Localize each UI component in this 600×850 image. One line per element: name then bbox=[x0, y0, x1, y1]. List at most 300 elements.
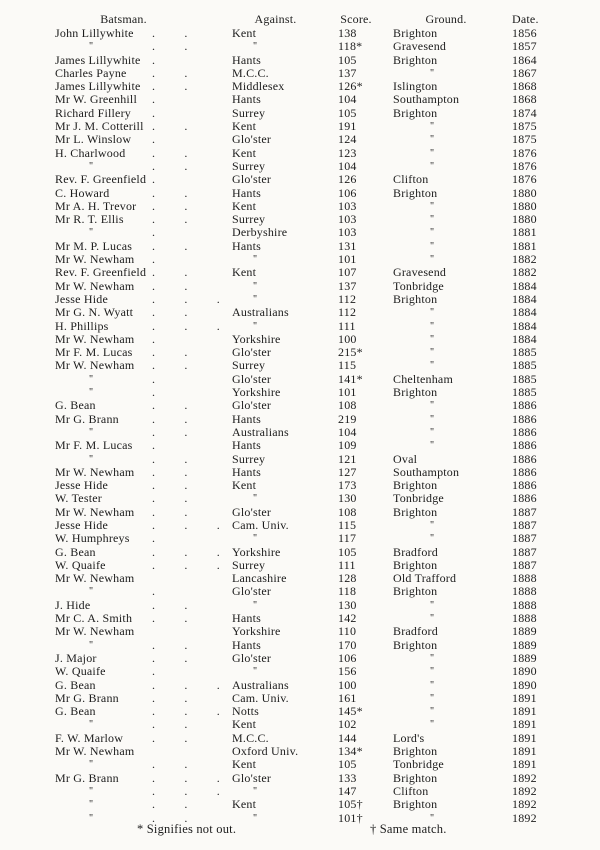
date-cell: 1867 bbox=[512, 65, 537, 80]
batsman-cell: W. Quaife bbox=[55, 664, 106, 679]
date-cell: 1888 bbox=[512, 571, 537, 586]
table-row bbox=[0, 413, 600, 426]
ground-cell: Clifton bbox=[393, 783, 429, 798]
table-row bbox=[0, 652, 600, 665]
ground-cell: " bbox=[430, 160, 436, 172]
leader-dots: . . bbox=[152, 278, 188, 293]
ground-cell: Gravesend bbox=[393, 39, 447, 54]
batsman-cell: Jesse Hide bbox=[55, 478, 108, 493]
date-cell: 1876 bbox=[512, 158, 537, 173]
date-cell: 1892 bbox=[512, 797, 537, 812]
table-row bbox=[0, 679, 600, 692]
table-row bbox=[0, 187, 600, 200]
ground-cell: Gravesend bbox=[393, 265, 447, 280]
leader-dots: . bbox=[152, 664, 156, 679]
against-cell: Cam. Univ. bbox=[232, 517, 289, 532]
table-row bbox=[0, 599, 600, 612]
score-cell: 112 bbox=[338, 305, 357, 320]
batsman-cell: James Lillywhite bbox=[55, 52, 141, 67]
table-row bbox=[0, 612, 600, 625]
ground-cell: Clifton bbox=[393, 172, 429, 187]
ground-cell: Oval bbox=[393, 451, 418, 466]
leader-dots: . . bbox=[152, 26, 188, 40]
ground-cell: " bbox=[430, 227, 436, 239]
score-cell: 126* bbox=[338, 79, 363, 94]
score-cell: 142 bbox=[338, 611, 357, 626]
table-row bbox=[0, 306, 600, 319]
header-ground-label: Ground. bbox=[425, 12, 467, 26]
batsman-cell: Mr G. Brann bbox=[55, 690, 119, 705]
ground-cell: " bbox=[430, 413, 436, 425]
leader-dots: . bbox=[152, 252, 156, 267]
leader-dots: . . . bbox=[152, 557, 220, 572]
leader-dots: . . bbox=[152, 424, 188, 439]
leader-dots: . bbox=[152, 92, 156, 107]
ground-cell: Brighton bbox=[393, 637, 438, 652]
footnote-not-out: * Signifies not out. bbox=[137, 822, 237, 836]
date-cell: 1886 bbox=[512, 464, 537, 479]
header-against-label: Against. bbox=[254, 12, 297, 26]
table-row bbox=[0, 293, 600, 306]
ground-cell: " bbox=[430, 147, 436, 159]
table-row bbox=[0, 320, 600, 333]
leader-dots: . . bbox=[152, 345, 188, 360]
leader-dots: . bbox=[152, 584, 156, 599]
batsman-cell: Jesse Hide bbox=[55, 517, 108, 532]
ground-cell: " bbox=[430, 240, 436, 252]
leader-dots: . . bbox=[152, 65, 188, 80]
against-cell: " bbox=[253, 812, 259, 824]
table-row bbox=[0, 572, 600, 585]
date-cell: 1891 bbox=[512, 730, 537, 745]
ground-cell: " bbox=[430, 67, 436, 79]
score-cell: 141* bbox=[338, 371, 363, 386]
date-cell: 1885 bbox=[512, 385, 537, 400]
leader-dots: . . bbox=[152, 158, 188, 173]
date-cell: 1887 bbox=[512, 504, 537, 519]
ground-cell: " bbox=[430, 652, 436, 664]
date-cell: 1876 bbox=[512, 145, 537, 160]
score-cell: 100 bbox=[338, 331, 357, 346]
batsman-cell: Mr F. M. Lucas bbox=[55, 345, 133, 360]
leader-dots: . . . bbox=[152, 704, 220, 719]
against-cell: Lancashire bbox=[232, 571, 287, 586]
date-cell: 1857 bbox=[512, 39, 537, 54]
date-cell: 1864 bbox=[512, 52, 537, 67]
table-row bbox=[0, 266, 600, 279]
ground-cell: Brighton bbox=[393, 291, 438, 306]
leader-dots: . . . bbox=[152, 770, 220, 785]
footnote-same-match: † Same match. bbox=[370, 822, 447, 836]
table-row bbox=[0, 718, 600, 731]
batsman-cell: " bbox=[89, 812, 95, 824]
against-cell: Derbyshire bbox=[232, 225, 288, 240]
date-cell: 1885 bbox=[512, 345, 537, 360]
score-cell: 110 bbox=[338, 624, 357, 639]
ground-cell: Tonbridge bbox=[393, 757, 444, 772]
against-cell: Glo'ster bbox=[232, 345, 272, 360]
against-cell: Glo'ster bbox=[232, 371, 272, 386]
against-cell: Hants bbox=[232, 411, 261, 426]
table-row bbox=[0, 785, 600, 798]
batsman-cell: " bbox=[89, 387, 95, 399]
ground-cell: Brighton bbox=[393, 26, 438, 40]
against-cell: Hants bbox=[232, 185, 261, 200]
batsman-cell: Mr G. Brann bbox=[55, 770, 119, 785]
table-row bbox=[0, 54, 600, 67]
against-cell: Kent bbox=[232, 797, 257, 812]
against-cell: Kent bbox=[232, 478, 257, 493]
table-row bbox=[0, 173, 600, 186]
leader-dots: . . bbox=[152, 650, 188, 665]
date-cell: 1875 bbox=[512, 132, 537, 147]
score-cell: 124 bbox=[338, 132, 357, 147]
table-row bbox=[0, 359, 600, 372]
ground-cell: Brighton bbox=[393, 185, 438, 200]
ground-cell: " bbox=[430, 333, 436, 345]
against-cell: Yorkshire bbox=[232, 544, 281, 559]
score-cell: 118 bbox=[338, 584, 357, 599]
against-cell: Glo'ster bbox=[232, 770, 272, 785]
leader-dots bbox=[150, 745, 232, 758]
date-cell: 1891 bbox=[512, 690, 537, 705]
against-cell: Glo'ster bbox=[232, 650, 272, 665]
batsman-cell: " bbox=[89, 426, 95, 438]
score-cell: 144 bbox=[338, 730, 357, 745]
ground-cell: Southampton bbox=[393, 92, 460, 107]
ground-cell: " bbox=[430, 519, 436, 531]
against-cell: Oxford Univ. bbox=[232, 744, 299, 759]
batsman-cell: James Lillywhite bbox=[55, 79, 141, 94]
date-cell: 1888 bbox=[512, 611, 537, 626]
ground-cell: " bbox=[430, 400, 436, 412]
ground-cell: Brighton bbox=[393, 770, 438, 785]
table-row bbox=[0, 546, 600, 559]
ground-cell: Brighton bbox=[393, 478, 438, 493]
date-cell: 1890 bbox=[512, 664, 537, 679]
against-cell: " bbox=[253, 493, 259, 505]
ground-cell: Brighton bbox=[393, 557, 438, 572]
table-row bbox=[0, 519, 600, 532]
batsman-cell: Mr W. Newham bbox=[55, 624, 135, 639]
leader-dots: . bbox=[152, 105, 156, 120]
date-cell: 1892 bbox=[512, 783, 537, 798]
batsman-cell: Rev. F. Greenfield bbox=[55, 265, 147, 280]
batsman-cell: " bbox=[89, 639, 95, 651]
score-cell: 105 bbox=[338, 757, 357, 772]
leader-dots: . . . bbox=[152, 677, 220, 692]
date-cell: 1868 bbox=[512, 92, 537, 107]
score-cell: 145* bbox=[338, 704, 363, 719]
ground-cell: Brighton bbox=[393, 744, 438, 759]
ground-cell: " bbox=[430, 613, 436, 625]
date-cell: 1885 bbox=[512, 371, 537, 386]
header-batsman-label: Batsman. bbox=[100, 12, 147, 26]
date-cell: 1876 bbox=[512, 172, 537, 187]
against-cell: " bbox=[253, 533, 259, 545]
date-cell: 1891 bbox=[512, 744, 537, 759]
against-cell: " bbox=[253, 666, 259, 678]
table-row bbox=[0, 466, 600, 479]
ground-cell: " bbox=[430, 426, 436, 438]
score-cell: 131 bbox=[338, 238, 357, 253]
batsman-cell: Mr W. Newham bbox=[55, 464, 135, 479]
batsman-cell: F. W. Marlow bbox=[55, 730, 124, 745]
score-cell: 101 bbox=[338, 385, 357, 400]
leader-dots: . . bbox=[152, 478, 188, 493]
date-cell: 1884 bbox=[512, 305, 537, 320]
leader-dots: . . . bbox=[152, 291, 220, 306]
ground-cell: " bbox=[430, 347, 436, 359]
batsman-cell: Mr W. Greenhill bbox=[55, 92, 137, 107]
batsman-cell: " bbox=[89, 160, 95, 172]
against-cell: Kent bbox=[232, 757, 257, 772]
table-row bbox=[0, 798, 600, 811]
score-cell: 127 bbox=[338, 464, 357, 479]
batsman-cell: G. Bean bbox=[55, 544, 96, 559]
date-cell: 1892 bbox=[512, 810, 537, 825]
header-score-label: Score. bbox=[340, 12, 372, 26]
date-cell: 1868 bbox=[512, 79, 537, 94]
ground-cell: Brighton bbox=[393, 385, 438, 400]
score-cell: 115 bbox=[338, 517, 357, 532]
batsman-cell: Mr R. T. Ellis bbox=[55, 212, 124, 227]
table-row bbox=[0, 692, 600, 705]
score-cell: 106 bbox=[338, 650, 357, 665]
ground-cell: Brighton bbox=[393, 52, 438, 67]
leader-dots: . . bbox=[152, 305, 188, 320]
against-cell: Australians bbox=[232, 424, 289, 439]
date-cell: 1880 bbox=[512, 198, 537, 213]
score-cell: 128 bbox=[338, 571, 357, 586]
date-cell: 1886 bbox=[512, 451, 537, 466]
batsman-cell: Mr G. Brann bbox=[55, 411, 119, 426]
batsman-cell: " bbox=[89, 586, 95, 598]
against-cell: Surrey bbox=[232, 451, 266, 466]
date-cell: 1884 bbox=[512, 278, 537, 293]
score-cell: 107 bbox=[338, 265, 357, 280]
score-cell: 138 bbox=[338, 26, 357, 40]
date-cell: 1888 bbox=[512, 584, 537, 599]
date-cell: 1880 bbox=[512, 212, 537, 227]
score-cell: 104 bbox=[338, 158, 357, 173]
score-cell: 170 bbox=[338, 637, 357, 652]
date-cell: 1875 bbox=[512, 119, 537, 134]
against-cell: Notts bbox=[232, 704, 260, 719]
leader-dots: . bbox=[152, 132, 156, 147]
ground-cell: Brighton bbox=[393, 797, 438, 812]
batsman-cell: " bbox=[89, 719, 95, 731]
score-cell: 134* bbox=[338, 744, 363, 759]
score-cell: 102 bbox=[338, 717, 357, 732]
date-cell: 1889 bbox=[512, 624, 537, 639]
leader-dots: . bbox=[152, 371, 156, 386]
table-body bbox=[0, 27, 600, 825]
score-cell: 147 bbox=[338, 783, 357, 798]
batsman-cell: Mr J. M. Cotterill bbox=[55, 119, 144, 134]
ground-cell: " bbox=[430, 533, 436, 545]
table-row bbox=[0, 532, 600, 545]
table-row bbox=[0, 253, 600, 266]
ground-cell: Brighton bbox=[393, 504, 438, 519]
table-row bbox=[0, 758, 600, 771]
score-cell: 117 bbox=[338, 531, 357, 546]
leader-dots: . . bbox=[152, 810, 188, 825]
score-cell: 130 bbox=[338, 491, 357, 506]
date-cell: 1881 bbox=[512, 225, 537, 240]
date-cell: 1886 bbox=[512, 398, 537, 413]
date-cell: 1856 bbox=[512, 26, 537, 40]
score-cell: 101 bbox=[338, 252, 357, 267]
date-cell: 1874 bbox=[512, 105, 537, 120]
leader-dots: . . . bbox=[152, 517, 220, 532]
table-row bbox=[0, 133, 600, 146]
ground-cell: " bbox=[430, 214, 436, 226]
score-cell: 105 bbox=[338, 52, 357, 67]
batsman-cell: Mr W. Newham bbox=[55, 744, 135, 759]
against-cell: M.C.C. bbox=[232, 65, 269, 80]
against-cell: Kent bbox=[232, 717, 257, 732]
leader-dots: . bbox=[152, 385, 156, 400]
batsman-cell: Mr G. N. Wyatt bbox=[55, 305, 134, 320]
date-cell: 1880 bbox=[512, 185, 537, 200]
against-cell: Hants bbox=[232, 92, 261, 107]
batsman-cell: G. Bean bbox=[55, 704, 96, 719]
leader-dots: . . bbox=[152, 398, 188, 413]
date-cell: 1882 bbox=[512, 265, 537, 280]
score-cell: 108 bbox=[338, 504, 357, 519]
against-cell: Kent bbox=[232, 198, 257, 213]
against-cell: Hants bbox=[232, 611, 261, 626]
date-cell: 1886 bbox=[512, 438, 537, 453]
score-cell: 121 bbox=[338, 451, 357, 466]
against-cell: " bbox=[253, 254, 259, 266]
against-cell: Hants bbox=[232, 438, 261, 453]
table-row bbox=[0, 93, 600, 106]
table-row bbox=[0, 386, 600, 399]
score-cell: 109 bbox=[338, 438, 357, 453]
leader-dots: . . bbox=[152, 464, 188, 479]
table-row bbox=[0, 705, 600, 718]
date-cell: 1887 bbox=[512, 531, 537, 546]
score-cell: 111 bbox=[338, 318, 356, 333]
leader-dots: . . bbox=[152, 119, 188, 134]
table-row bbox=[0, 80, 600, 93]
batsman-cell: Mr W. Newham bbox=[55, 504, 135, 519]
ground-cell: " bbox=[430, 679, 436, 691]
score-cell: 103 bbox=[338, 225, 357, 240]
score-cell: 191 bbox=[338, 119, 357, 134]
date-cell: 1881 bbox=[512, 238, 537, 253]
score-cell: 105 bbox=[338, 105, 357, 120]
against-cell: Surrey bbox=[232, 358, 266, 373]
batsman-cell: Mr W. Newham bbox=[55, 331, 135, 346]
score-cell: 215* bbox=[338, 345, 363, 360]
table-row bbox=[0, 40, 600, 53]
leader-dots: . . bbox=[152, 717, 188, 732]
against-cell: Kent bbox=[232, 265, 257, 280]
date-cell: 1886 bbox=[512, 491, 537, 506]
date-cell: 1890 bbox=[512, 677, 537, 692]
against-cell: " bbox=[253, 293, 259, 305]
leader-dots: . . . bbox=[152, 783, 220, 798]
score-cell: 133 bbox=[338, 770, 357, 785]
date-cell: 1884 bbox=[512, 331, 537, 346]
leader-dots: . . bbox=[152, 358, 188, 373]
score-cell: 161 bbox=[338, 690, 357, 705]
batsman-cell: " bbox=[89, 227, 95, 239]
batsman-cell: H. Phillips bbox=[55, 318, 109, 333]
table-row bbox=[0, 426, 600, 439]
ground-cell: " bbox=[430, 134, 436, 146]
ground-cell: Islington bbox=[393, 79, 438, 94]
leader-dots: . . . bbox=[152, 544, 220, 559]
ground-cell: " bbox=[430, 307, 436, 319]
batsman-cell: Mr W. Newham bbox=[55, 278, 135, 293]
batsman-cell: H. Charlwood bbox=[55, 145, 126, 160]
date-cell: 1885 bbox=[512, 358, 537, 373]
score-cell: 111 bbox=[338, 557, 356, 572]
ground-cell: Cheltenham bbox=[393, 371, 453, 386]
ground-cell: Tonbridge bbox=[393, 491, 444, 506]
against-cell: Glo'ster bbox=[232, 584, 272, 599]
leader-dots: . . bbox=[152, 265, 188, 280]
leader-dots: . . bbox=[152, 597, 188, 612]
batsman-cell: W. Humphreys bbox=[55, 531, 130, 546]
leader-dots: . bbox=[152, 438, 156, 453]
ground-cell: Tonbridge bbox=[393, 278, 444, 293]
score-cell: 112 bbox=[338, 291, 357, 306]
ground-cell: " bbox=[430, 599, 436, 611]
batsman-cell: J. Hide bbox=[55, 597, 91, 612]
leader-dots: . . bbox=[152, 637, 188, 652]
batsman-cell: G. Bean bbox=[55, 677, 96, 692]
leader-dots: . . bbox=[152, 730, 188, 745]
batsman-cell: G. Bean bbox=[55, 398, 96, 413]
score-cell: 173 bbox=[338, 478, 357, 493]
table-row bbox=[0, 772, 600, 785]
ground-cell: " bbox=[430, 320, 436, 332]
leader-dots: . . bbox=[152, 79, 188, 94]
table-row bbox=[0, 200, 600, 213]
against-cell: " bbox=[253, 599, 259, 611]
batsman-cell: C. Howard bbox=[55, 185, 110, 200]
score-cell: 137 bbox=[338, 278, 357, 293]
date-cell: 1891 bbox=[512, 757, 537, 772]
score-cell: 115 bbox=[338, 358, 357, 373]
table-row bbox=[0, 107, 600, 120]
score-cell: 104 bbox=[338, 92, 357, 107]
date-cell: 1886 bbox=[512, 424, 537, 439]
leader-dots bbox=[150, 625, 232, 638]
score-cell: 130 bbox=[338, 597, 357, 612]
against-cell: " bbox=[253, 280, 259, 292]
against-cell: " bbox=[253, 785, 259, 797]
against-cell: Kent bbox=[232, 145, 257, 160]
leader-dots: . . bbox=[152, 411, 188, 426]
against-cell: Yorkshire bbox=[232, 624, 281, 639]
ground-cell: Lord's bbox=[393, 730, 425, 745]
batsman-cell: W. Tester bbox=[55, 491, 102, 506]
date-cell: 1889 bbox=[512, 650, 537, 665]
against-cell: Hants bbox=[232, 464, 261, 479]
leader-dots: . . bbox=[152, 504, 188, 519]
ground-cell: Brighton bbox=[393, 105, 438, 120]
ground-cell: " bbox=[430, 666, 436, 678]
date-cell: 1886 bbox=[512, 411, 537, 426]
table-row bbox=[0, 585, 600, 598]
leader-dots: . bbox=[152, 225, 156, 240]
